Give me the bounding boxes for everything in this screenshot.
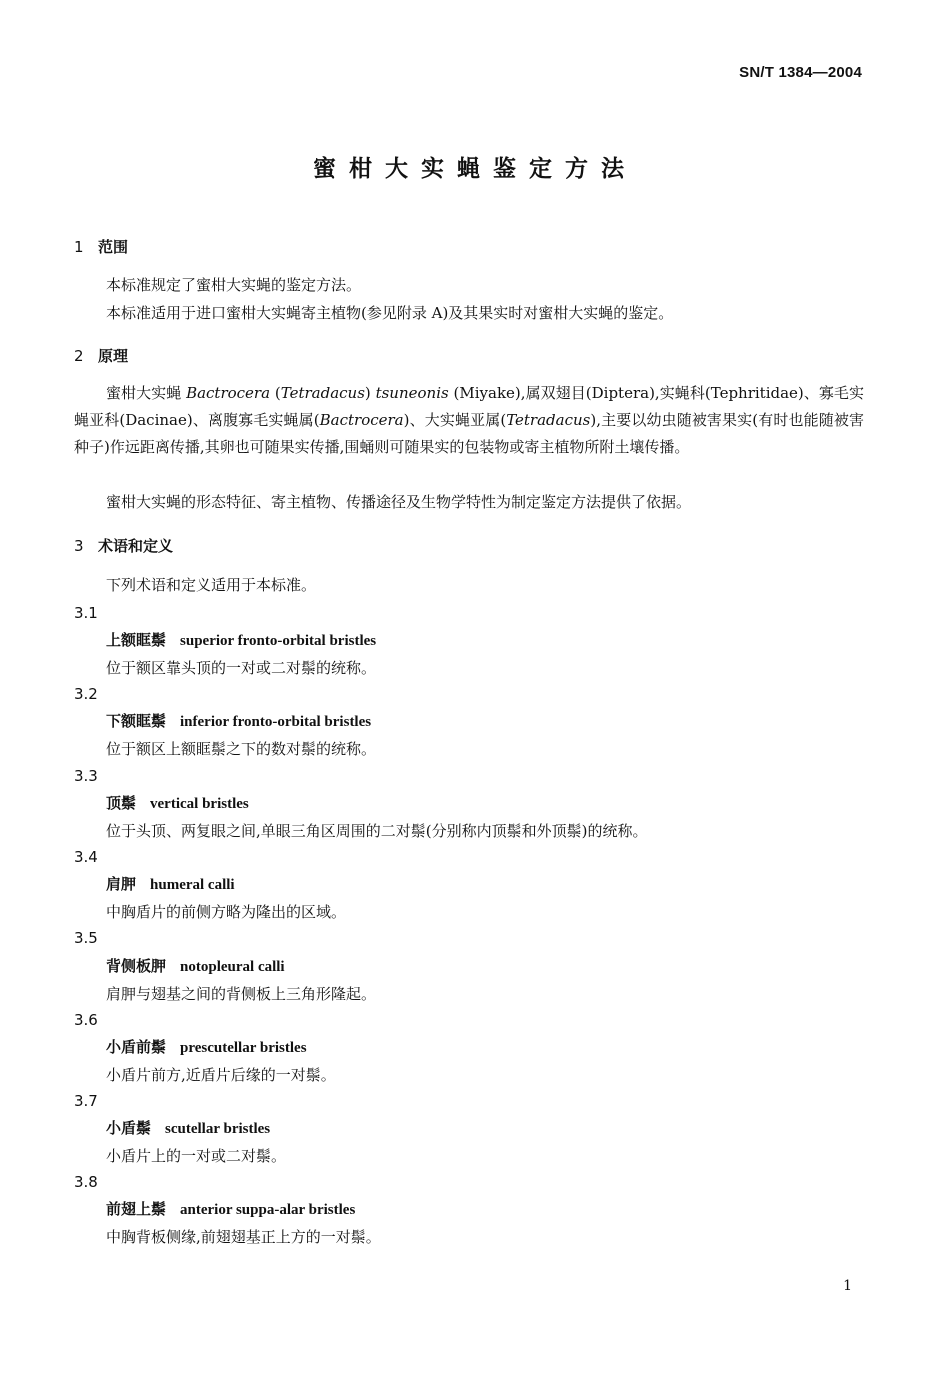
document-title: 蜜柑大实蝇鉴定方法 <box>313 156 637 182</box>
term-number: 3.3 <box>74 767 98 785</box>
term-heading: 前翅上鬃 anterior suppa-alar bristles <box>106 1200 356 1218</box>
section-number: 1 <box>74 238 84 256</box>
term-definition: 位于头顶、两复眼之间,单眼三角区周围的二对鬃(分别称内顶鬃和外顶鬃)的统称。 <box>106 822 648 840</box>
section-title: 范围 <box>98 238 129 256</box>
term-number: 3.4 <box>74 848 98 866</box>
term-heading: 背侧板胛 notopleural calli <box>106 957 285 975</box>
term-definition: 小盾片上的一对或二对鬃。 <box>106 1147 287 1165</box>
term-heading: 下额眶鬃 inferior fronto-orbital bristles <box>106 712 372 730</box>
term-heading: 上额眶鬃 superior fronto-orbital bristles <box>106 631 377 649</box>
term-definition: 中胸背板侧缘,前翅翅基正上方的一对鬃。 <box>106 1228 381 1246</box>
term-definition: 位于额区上额眶鬃之下的数对鬃的统称。 <box>106 740 377 758</box>
section-number: 2 <box>74 347 84 365</box>
terms-intro: 下列术语和定义适用于本标准。 <box>106 576 317 594</box>
scope-paragraph-2: 本标准适用于进口蜜柑大实蝇寄主植物(参见附录 A)及其果实时对蜜柑大实蝇的鉴定。 <box>106 304 674 322</box>
section-title: 术语和定义 <box>98 537 174 555</box>
section-heading-principle <box>74 345 128 366</box>
term-number: 3.2 <box>74 685 98 703</box>
principle-paragraph-2: 蜜柑大实蝇的形态特征、寄主植物、传播途径及生物学特性为制定鉴定方法提供了依据。 <box>106 493 692 511</box>
section-title: 原理 <box>98 347 129 365</box>
term-number: 3.1 <box>74 604 98 622</box>
term-definition: 中胸盾片的前侧方略为隆出的区域。 <box>106 903 347 921</box>
standard-number: SN/T 1384—2004 <box>739 64 862 81</box>
term-heading: 小盾前鬃 prescutellar bristles <box>106 1038 307 1056</box>
term-number: 3.6 <box>74 1011 98 1029</box>
term-definition: 肩胛与翅基之间的背侧板上三角形隆起。 <box>106 985 377 1003</box>
section-heading-scope <box>74 236 128 257</box>
term-definition: 位于额区靠头顶的一对或二对鬃的统称。 <box>106 659 377 677</box>
principle-paragraph-1: 蜜柑大实蝇 Bactrocera (Tetradacus) tsuneonis (Miyake),属双翅目(Diptera),实蝇科(Tephritidae)、寡毛实蝇亚科(Dacinae)、离腹寡毛实蝇属(Bactrocera)、大实蝇亚属(Tetradacus),主要以幼虫随被害果实(有时也能随被害种子)作远距离传播,其卵也可随果实传播,围蛹则可随果实的包装物或寄主植物所附土壤传播。 <box>74 384 864 456</box>
term-number: 3.5 <box>74 929 98 947</box>
section-heading-terms <box>74 535 173 556</box>
term-heading: 小盾鬃 scutellar bristles <box>106 1119 271 1137</box>
term-number: 3.8 <box>74 1173 98 1191</box>
section-number: 3 <box>74 537 84 555</box>
term-number: 3.7 <box>74 1092 98 1110</box>
page-number: 1 <box>843 1278 852 1294</box>
term-definition: 小盾片前方,近盾片后缘的一对鬃。 <box>106 1066 336 1084</box>
term-heading: 顶鬃 vertical bristles <box>106 794 249 812</box>
term-heading: 肩胛 humeral calli <box>106 875 235 893</box>
scope-paragraph-1: 本标准规定了蜜柑大实蝇的鉴定方法。 <box>106 276 362 294</box>
